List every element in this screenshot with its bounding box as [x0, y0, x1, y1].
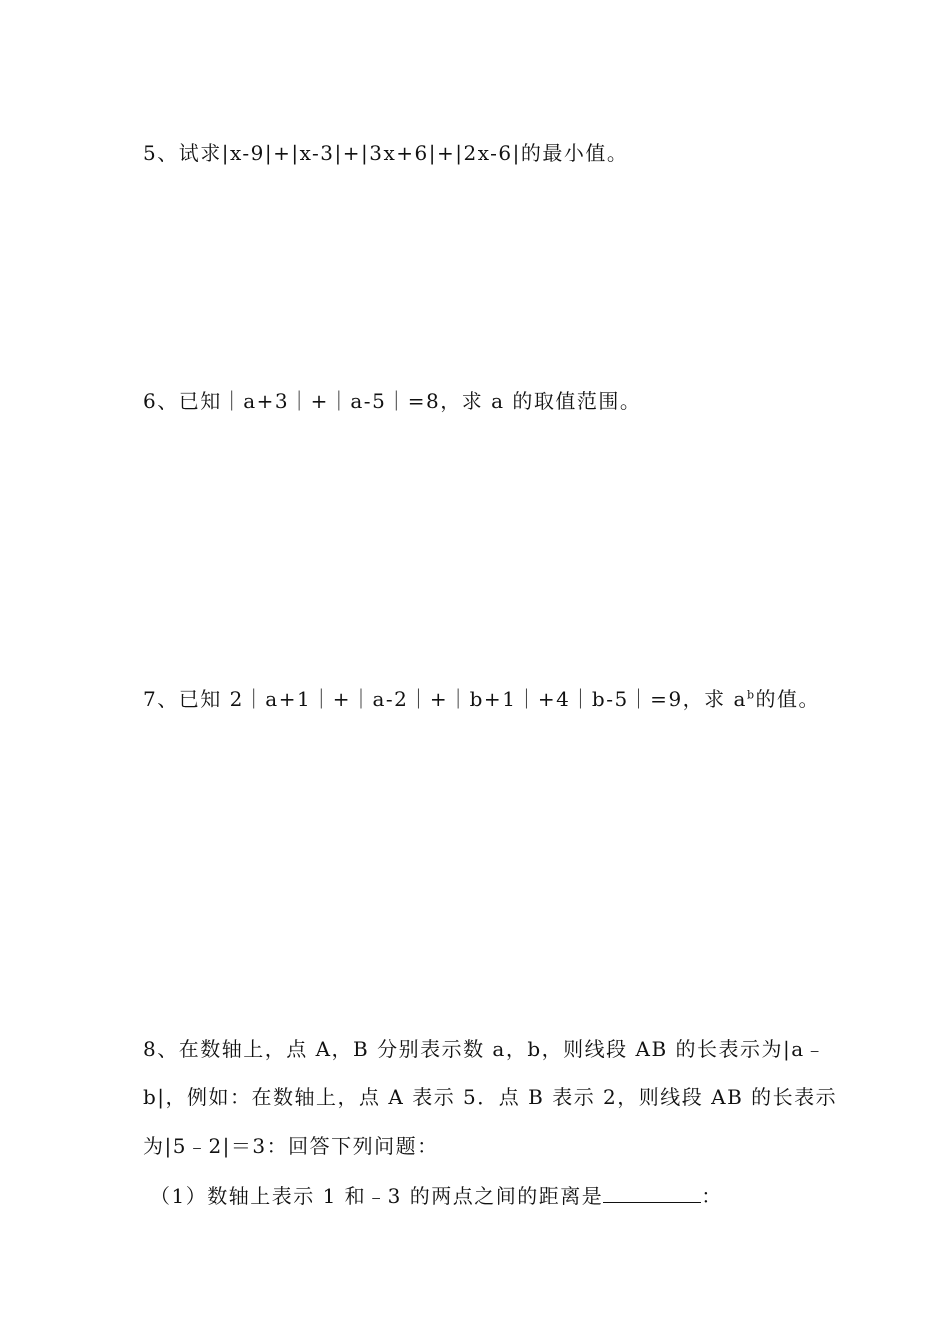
problem-6: 6、已知｜a+3｜+｜a-5｜=8，求 a 的取值范围。	[143, 389, 642, 413]
problem-8-line-2: b|，例如：在数轴上，点 A 表示 5．点 B 表示 2，则线段 AB 的长表示	[143, 1085, 838, 1109]
problem-7-exponent: b	[746, 688, 756, 702]
problem-7	[143, 686, 820, 712]
problem-5: 5、试求|x-9|+|x-3|+|3x+6|+|2x-6|的最小值。	[143, 141, 629, 165]
answer-blank[interactable]	[603, 1184, 701, 1203]
problem-8-line-1: 8、在数轴上，点 A，B 分别表示数 a，b，则线段 AB 的长表示为|a﹣	[143, 1037, 827, 1061]
problem-7-prefix: 7、已知 2｜a+1｜+｜a-2｜+｜b+1｜+4｜b-5｜=9，求 a	[143, 687, 747, 711]
problem-8-subquestion-1	[150, 1183, 723, 1209]
subquestion-1-suffix: ：	[701, 1184, 723, 1208]
subquestion-1-text: （1）数轴上表示 1 和﹣3 的两点之间的距离是	[150, 1184, 604, 1208]
problem-7-suffix: 的值。	[755, 687, 820, 711]
problem-8-line-3: 为|5﹣2|＝3：回答下列问题：	[143, 1134, 439, 1158]
